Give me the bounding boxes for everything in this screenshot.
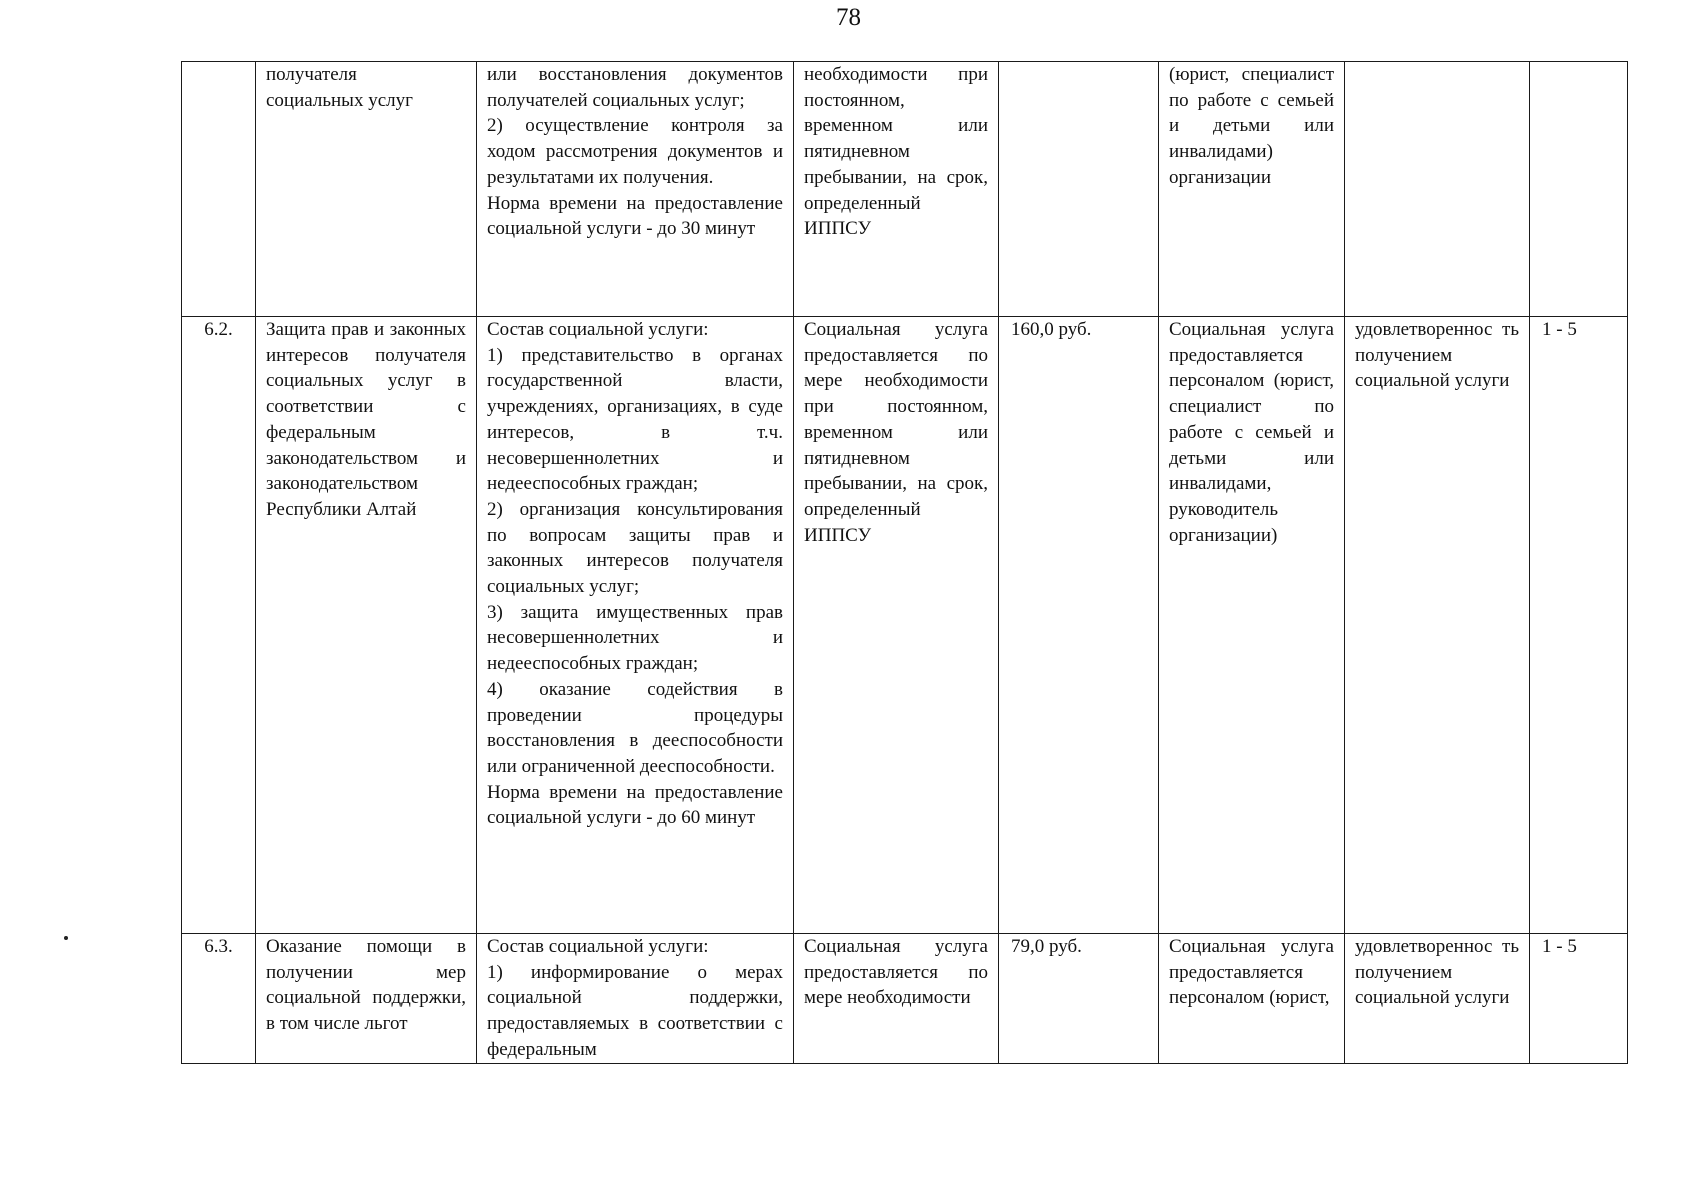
table-row <box>182 62 1628 317</box>
service-composition: или восстановления документов получателей социальных услуг; 2) осуществление контроля за ходом рассмотрения документов и результатами их получения. Норма времени на предоставление социальной услуги - до 30 минут <box>477 62 794 317</box>
scan-speck <box>64 936 68 940</box>
service-number: 6.2. <box>182 317 256 934</box>
service-staff: Социальная услуга предоставляется персоналом (юрист, <box>1159 934 1345 1064</box>
page-number: 78 <box>836 4 861 31</box>
service-name: Оказание помощи в получении мер социальной поддержки, в том числе льгот <box>256 934 477 1064</box>
service-staff: Социальная услуга предоставляется персоналом (юрист, специалист по работе с семьей и детьми или инвалидами, руководитель организации) <box>1159 317 1345 934</box>
service-composition: Состав социальной услуги: 1) информирование о мерах социальной поддержки, предоставляемых в соответствии с федеральным <box>477 934 794 1064</box>
evaluation-score: 1 - 5 <box>1530 934 1628 1064</box>
service-price: 79,0 руб. <box>999 934 1159 1064</box>
service-conditions: Социальная услуга предоставляется по мере необходимости при постоянном, временном или пятидневном пребывании, на срок, определенный ИППСУ <box>794 317 999 934</box>
services-table <box>181 61 1628 1064</box>
service-name: Защита прав и законных интересов получателя социальных услуг в соответствии с федеральным законодательством и законодательством Республики Алтай <box>256 317 477 934</box>
service-price: 160,0 руб. <box>999 317 1159 934</box>
service-composition: Состав социальной услуги: 1) представительство в органах государственной власти, учреждениях, организациях, в суде интересов, в т.ч. несовершеннолетних и недееспособных граждан; 2) организация консультирования по вопросам защиты прав и законных интересов получателя социальных услуг; 3) защита имущественных прав несовершеннолетних и недееспособных граждан; 4) оказание содействия в проведении процедуры восстановления в дееспособности или ограниченной дееспособности. Норма времени на предоставление социальной услуги - до 60 минут <box>477 317 794 934</box>
service-price <box>999 62 1159 317</box>
quality-indicator: удовлетвореннос ть получением социальной услуги <box>1345 317 1530 934</box>
service-number <box>182 62 256 317</box>
service-number: 6.3. <box>182 934 256 1064</box>
service-staff: (юрист, специалист по работе с семьей и детьми или инвалидами) организации <box>1159 62 1345 317</box>
service-name: получателя социальных услуг <box>256 62 477 317</box>
table-row <box>182 934 1628 1064</box>
quality-indicator <box>1345 62 1530 317</box>
service-conditions: необходимости при постоянном, временном или пятидневном пребывании, на срок, определенный ИППСУ <box>794 62 999 317</box>
service-conditions: Социальная услуга предоставляется по мере необходимости <box>794 934 999 1064</box>
table-row <box>182 317 1628 934</box>
evaluation-score: 1 - 5 <box>1530 317 1628 934</box>
evaluation-score <box>1530 62 1628 317</box>
quality-indicator: удовлетвореннос ть получением социальной услуги <box>1345 934 1530 1064</box>
